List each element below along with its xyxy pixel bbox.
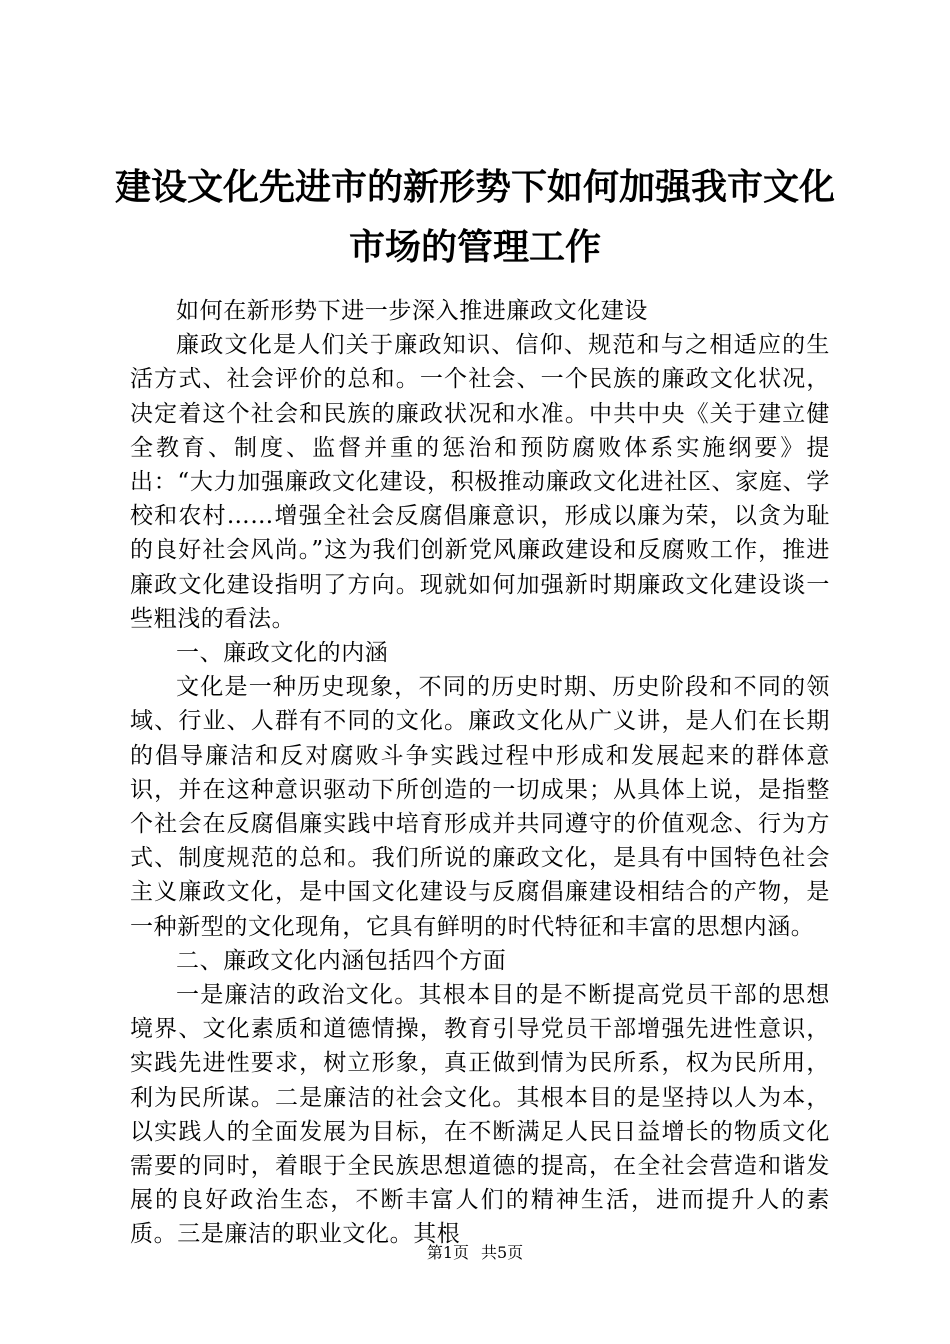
title-line-1: 建设文化先进市的新形势下如何加强我市文化 <box>114 167 835 208</box>
document-body <box>130 294 830 1252</box>
page-footer <box>0 1243 950 1263</box>
section-2-heading: 二、廉政文化内涵包括四个方面 <box>176 947 507 974</box>
section-2-paragraph: 一是廉洁的政治文化。其根本目的是不断提高党员干部的思想境界、文化素质和道德情操，教育引导党员干部增强先进性意识，实践先进性要求，树立形象，真正做到情为民所系，权为民所用，利为民所谋。二是廉洁的社会文化。其根本目的是坚持以人为本，以实践人的全面发展为目标，在不断满足人民日益增长的物质文化需要的同时，着眼于全民族思想道德的提高，在全社会营造和谐发展的良好政治生态，不断丰富人们的精神生活，进而提升人的素质。三是廉洁的职业文化。其根 <box>130 982 830 1248</box>
intro-paragraph: 廉政文化是人们关于廉政知识、信仰、规范和与之相适应的生活方式、社会评价的总和。一个社会、一个民族的廉政文化状况，决定着这个社会和民族的廉政状况和水准。中共中央《关于建立健全教育、制度、监督并重的惩治和预防腐败体系实施纲要》提出：“大力加强廉政文化建设，积极推动廉政文化进社区、家庭、学校和农村……增强全社会反腐倡廉意识，形成以廉为荣，以贪为耻的良好社会风尚。”这为我们创新党风廉政建设和反腐败工作，推进廉政文化建设指明了方向。现就如何加强新时期廉政文化建设谈一些粗浅的看法。 <box>130 332 830 632</box>
page-total: 共5页 <box>481 1243 524 1262</box>
document-subtitle: 如何在新形势下进一步深入推进廉政文化建设 <box>176 298 648 324</box>
section-1-heading: 一、廉政文化的内涵 <box>176 640 389 667</box>
section-1-paragraph: 文化是一种历史现象，不同的历史时期、历史阶段和不同的领域、行业、人群有不同的文化。廉政文化从广义讲，是人们在长期的倡导廉洁和反对腐败斗争实践过程中形成和发展起来的群体意识，并在这种意识驱动下所创造的一切成果；从具体上说，是指整个社会在反腐倡廉实践中培育形成并共同遵守的价值观念、行为方式、制度规范的总和。我们所说的廉政文化，是具有中国特色社会主义廉政文化，是中国文化建设与反腐倡廉建设相结合的产物，是一种新型的文化现角，它具有鲜明的时代特征和丰富的思想内涵。 <box>130 674 830 940</box>
title-line-2: 市场的管理工作 <box>348 227 601 268</box>
document-title <box>110 158 840 278</box>
page-number: 第1页 <box>426 1243 469 1262</box>
